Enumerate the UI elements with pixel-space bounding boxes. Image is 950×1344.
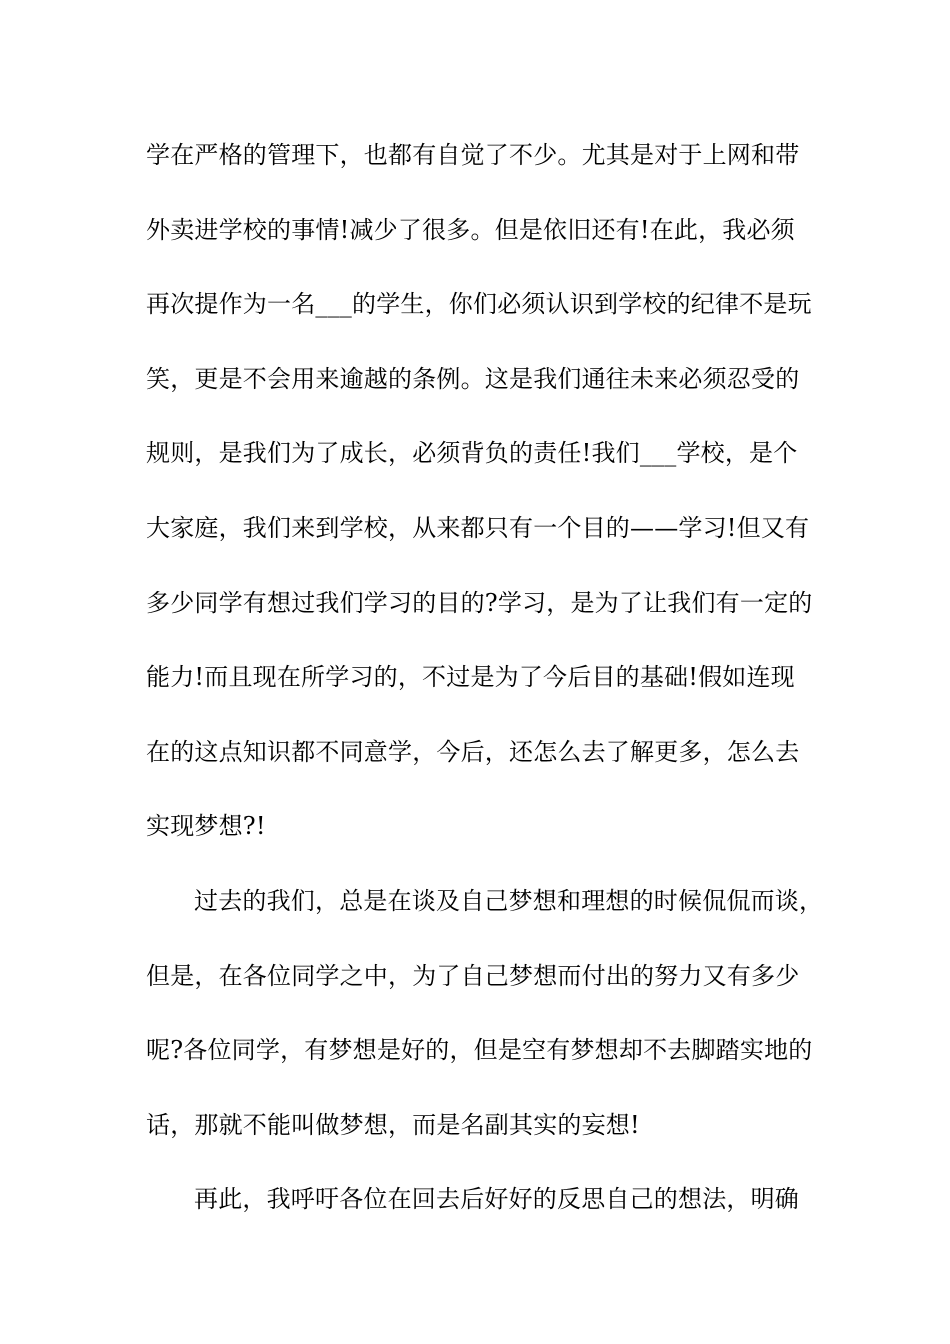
text-line: 但是，在各位同学之中，为了自己梦想而付出的努力又有多少 <box>146 961 800 990</box>
text-line: 大家庭，我们来到学校，从来都只有一个目的——学习!但又有 <box>146 513 810 542</box>
text-line: 实现梦想?! <box>146 812 266 841</box>
text-line: 能力!而且现在所学习的，不过是为了今后目的基础!假如连现 <box>146 663 795 692</box>
text-line: 多少同学有想过我们学习的目的?学习，是为了让我们有一定的 <box>146 588 813 617</box>
text-line: 在的这点知识都不同意学，今后，还怎么去了解更多，怎么去 <box>146 737 800 766</box>
text-line: 笑，更是不会用来逾越的条例。这是我们通往未来必须忍受的 <box>146 364 800 393</box>
text-line: 规则，是我们为了成长，必须背负的责任!我们___学校，是个 <box>146 439 798 468</box>
text-line: 话，那就不能叫做梦想，而是名副其实的妄想! <box>146 1110 640 1139</box>
paragraph-start-line: 过去的我们，总是在谈及自己梦想和理想的时候侃侃而谈， <box>194 886 824 915</box>
text-line: 外卖进学校的事情!减少了很多。但是依旧还有!在此，我必须 <box>146 215 795 244</box>
paragraph-start-line: 再此，我呼吁各位在回去后好好的反思自己的想法，明确 <box>194 1185 799 1214</box>
text-line: 再次提作为一名___的学生，你们必须认识到学校的纪律不是玩 <box>146 290 812 319</box>
body-text <box>146 130 826 1249</box>
text-line: 呢?各位同学，有梦想是好的，但是空有梦想却不去脚踏实地的 <box>146 1036 813 1065</box>
text-line: 学在严格的管理下，也都有自觉了不少。尤其是对于上网和带 <box>146 141 800 169</box>
